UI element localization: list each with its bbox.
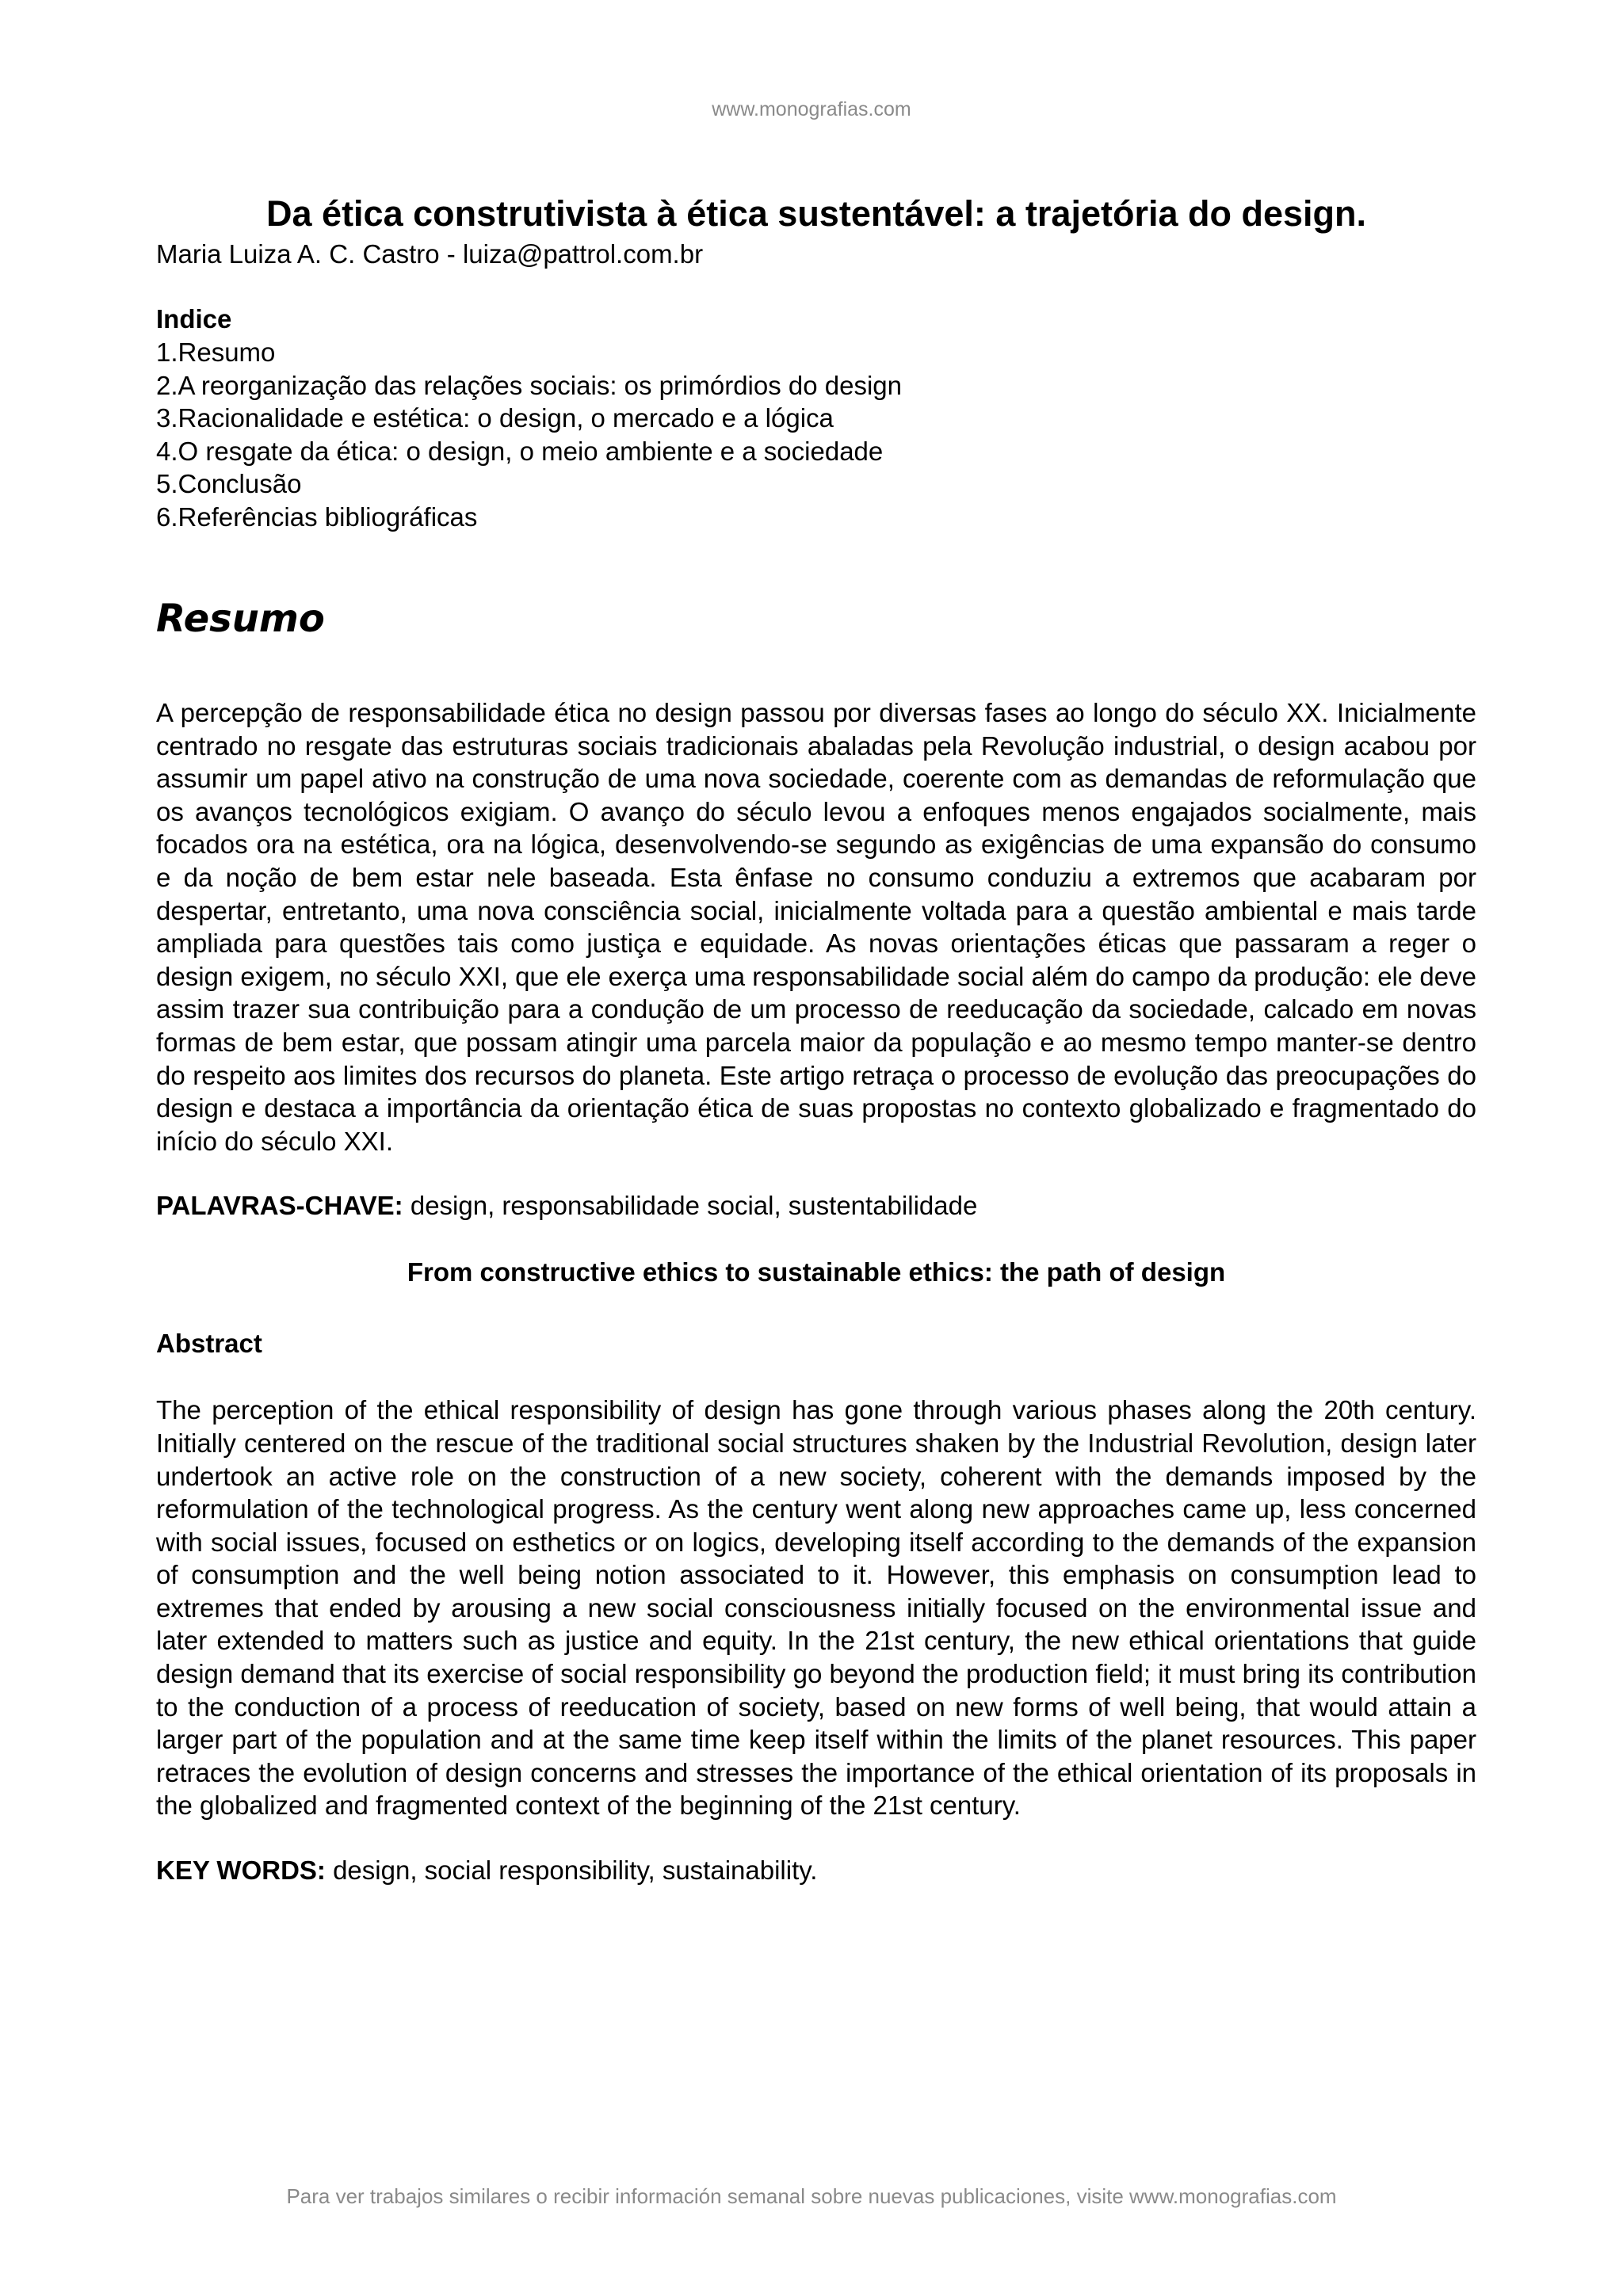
- index-item: 6.Referências bibliográficas: [156, 502, 478, 532]
- index-item: 4.O resgate da ética: o design, o meio ambiente e a sociedade: [156, 436, 884, 466]
- abstract-paragraph: The perception of the ethical responsibility of design has gone through various phases along the 20th century. Initially centered on the rescue of the traditional social structures shaken by the Industrial Revolution, design later undertook an active role on the construction of a new society, coherent with the demands imposed by the reformulation of the technological progress. As the century went along new approaches came up, less concerned with social issues, focused on esthetics or on logics, developing itself according to the demands of the expansion of consumption and the well being notion associated to it. However, this emphasis on consumption lead to extremes that ended by arousing a new social consciousness initially focused on the environmental issue and later extended to matters such as justice and equity. In the 21st century, the new ethical orientations that guide design demand that its exercise of social responsibility go beyond the production field; it must bring its contribution to the conduction of a process of reeducation of society, based on new forms of well being, that would attain a larger part of the population and at the same time keep itself within the limits of the planet resources. This paper retraces the evolution of design concerns and stresses the importance of the ethical orientation of its proposals in the globalized and fragmented context of the beginning of the 21st century.: [156, 1395, 1476, 1821]
- footer-note[interactable]: Para ver trabajos similares o recibir información semanal sobre nuevas publicaciones, visite www.monografias.com: [286, 2184, 1337, 2208]
- key-words-label: KEY WORDS:: [156, 1855, 326, 1886]
- key-words: [156, 1854, 1476, 1887]
- palavras-chave-values: design, responsabilidade social, sustentabilidade: [403, 1191, 978, 1221]
- palavras-chave-label: PALAVRAS-CHAVE:: [156, 1191, 403, 1221]
- author-line: Maria Luiza A. C. Castro - luiza@pattrol.com.br: [156, 239, 704, 269]
- index-item: 5.Conclusão: [156, 469, 302, 498]
- index-list: [156, 336, 1476, 533]
- resumo-heading: Resumo: [156, 597, 325, 641]
- key-words-values: design, social responsibility, sustainability.: [325, 1855, 818, 1886]
- english-title: From constructive ethics to sustainable ethics: the path of design: [407, 1257, 1226, 1287]
- abstract-heading: Abstract: [156, 1329, 262, 1359]
- resumo-paragraph: A percepção de responsabilidade ética no design passou por diversas fases ao longo do século XX. Inicialmente centrado no resgate das estruturas sociais tradicionais abaladas pela Revolução industrial, o design acabou por assumir um papel ativo na construção de uma nova sociedade, coerente com as demandas de reformulação que os avanços tecnológicos exigiam. O avanço do século levou a enfoques menos engajados socialmente, mais focados ora na estética, ora na lógica, desenvolvendo-se segundo as exigências de uma expansão do consumo e da noção de bem estar nele baseada. Esta ênfase no consumo conduziu a extremos que acabaram por despertar, entretanto, uma nova consciência social, inicialmente voltada para a questão ambiental e mais tarde ampliada para questões tais como justiça e equidade. As novas orientações éticas que passaram a reger o design exigem, no século XXI, que ele exerça uma responsabilidade social além do campo da produção: ele deve assim trazer sua contribuição para a condução de um processo de reeducação da sociedade, calcado em novas formas de bem estar, que possam atingir uma parcela maior da população e ao mesmo tempo manter-se dentro do respeito aos limites dos recursos do planeta. Este artigo retraça o processo de evolução das preocupações do design e destaca a importância da orientação ética de suas propostas no contexto globalizado e fragmentado do início do século XXI.: [156, 698, 1476, 1156]
- document-title: Da ética construtivista à ética sustentável: a trajetória do design.: [266, 193, 1366, 234]
- palavras-chave: [156, 1189, 1476, 1222]
- header-url[interactable]: www.monografias.com: [712, 98, 911, 120]
- index-item: 1.Resumo: [156, 338, 276, 367]
- index-item: 3.Racionalidade e estética: o design, o mercado e a lógica: [156, 403, 834, 433]
- index-item: 2.A reorganização das relações sociais: os primórdios do design: [156, 370, 903, 400]
- index-heading: Indice: [156, 304, 232, 334]
- document-content: [156, 190, 1476, 1887]
